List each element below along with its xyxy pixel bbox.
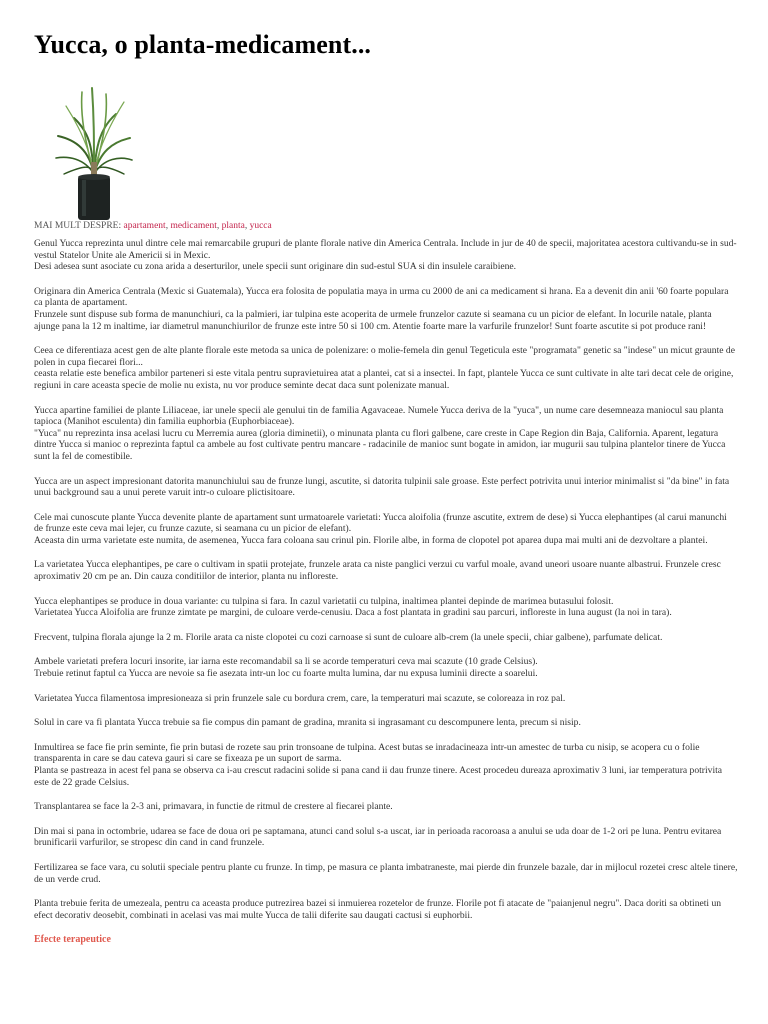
paragraph-line: Desi adesea sunt asociate cu zona arida a deserturilor, unele specii sunt originare din sud-estul SUA si din insulele caraibiene. [34, 261, 517, 273]
article-paragraph [34, 405, 738, 463]
article-paragraph [34, 596, 738, 619]
article-paragraph [34, 656, 738, 679]
article-body [34, 238, 738, 945]
paragraph-line: Varietatea Yucca filamentosa impresioneaza si prin frunzele sale cu bordura crem, care, la temperaturi mai scazute, se coloreaza in roz pal. [34, 692, 566, 704]
article-paragraph [34, 742, 738, 788]
article-paragraph [34, 512, 738, 547]
paragraph-line: Cele mai cunoscute plante Yucca devenite plante de apartament sunt urmatoarele varietati: Yucca aloifolia (frunze ascutite, extrem de dese) si Yucca elephantipes (al carui manunchi de frunze este ceva mai lejer, cu frunze cazute, si seamana cu un picior de elefant). [34, 511, 727, 535]
article-paragraph [34, 717, 738, 729]
tag-link[interactable]: apartament [123, 221, 166, 231]
tag-link[interactable]: planta [221, 221, 245, 231]
paragraph-line: "Yuca" nu reprezinta insa acelasi lucru cu Merremia aurea (gloria diminetii), o minunata planta cu flori galbene, care creste in Cape Region din Baja, California. Aparent, legatura dintre Yucca si manioc o reprezinta faptul ca ambele au fost cultivate pentru mancare - radacinile de manioc sunt bogate in amidon, iar mugurii sau tulpina plantelor tinere de Yucca sunt la fel de comestibile. [34, 427, 726, 462]
tag-list: MAI MULT DESPRE: apartament, medicament, planta, yucca [34, 221, 272, 231]
section-heading: Efecte terapeutice [34, 934, 111, 946]
paragraph-line: Genul Yucca reprezinta unul dintre cele mai remarcabile grupuri de plante florale native din America Centrala. Include in jur de 40 de specii, majoritatea acestora cultivandu-se in sud-vestul Statelor Unite ale Americii si in Mexic. [34, 238, 737, 261]
paragraph-line: Yucca apartine familiei de plante Liliaceae, iar unele specii ale genului tin de familia Agavaceae. Numele Yucca deriva de la "yuca", un nume care desemneaza maniocul sau planta tapioca (Manihot esculenta) din familia euphorbia (Euphorbiaceae). [34, 404, 724, 428]
paragraph-line: Trebuie retinut faptul ca Yucca are nevoie sa fie asezata intr-un loc cu foarte multa lumina, dar nu expusa luminii directe a soarelui. [34, 668, 538, 680]
tag-link[interactable]: yucca [249, 221, 272, 231]
paragraph-line: Aceasta din urma varietate este numita, de asemenea, Yucca fara coloana sau crinul pin. Florile albe, in forma de clopotel pot aparea dupa mai multi ani de dezvoltare a plantei. [34, 534, 708, 546]
article-paragraph [34, 693, 738, 705]
paragraph-line: La varietatea Yucca elephantipes, pe care o cultivam in spatii protejate, frunzele arata ca niste panglici verzui cu varful moale, avand uneori usoare nuante albastrui. Frunzele cresc aproximativ 20 cm pe an. Din cauza conditiilor de interior, planta nu infloreste. [34, 559, 721, 583]
paragraph-line: Ceea ce diferentiaza acest gen de alte plante florale este metoda sa unica de polenizare: o molie-femela din genul Tegeticula este "programata" genetic sa "indese" un micut graunte de polen in cupa fiecarei flori... [34, 345, 735, 368]
yucca-plant-image [54, 78, 134, 220]
paragraph-line: Originara din America Centrala (Mexic si Guatemala), Yucca era folosita de populatia maya in urma cu 2000 de ani ca medicament si hrana. Ea a devenit din anii '60 foarte populara ca planta de apartament. [34, 285, 729, 309]
article-paragraph [34, 801, 738, 813]
article-title: Yucca, o planta-medicament... [34, 30, 372, 59]
paragraph-line: Din mai si pana in octombrie, udarea se face de doua ori pe saptamana, atunci cand solul s-a uscat, iar in perioada racoroasa a anului se uda doar de 1-2 ori pe luna. Pentru evitarea brunificarii varfurilor, se stropesc din cand in cand frunzele. [34, 825, 722, 849]
paragraph-line: Yucca elephantipes se produce in doua variante: cu tulpina si fara. In cazul varietatii cu tulpina, inaltimea plantei depinde de marimea butasului folosit. [34, 595, 614, 607]
paragraph-line: Planta trebuie ferita de umezeala, pentru ca aceasta produce putrezirea bazei si inmuierea rozetelor de frunze. Florile pot fi atacate de "paianjenul negru". Daca doriti sa obtineti un efect decorativ deosebit, combinati in acelasi vas mai multe Yucca de talii diferite sau daugati cactusi si euphorbii. [34, 898, 722, 921]
tags-prefix: MAI MULT DESPRE: [34, 221, 122, 231]
article-paragraph [34, 862, 738, 885]
article-paragraph [34, 345, 738, 391]
article-paragraph [34, 559, 738, 582]
article-paragraph [34, 476, 738, 499]
article-paragraph [34, 826, 738, 849]
tag-link[interactable]: medicament [170, 221, 217, 231]
paragraph-line: Fertilizarea se face vara, cu solutii speciale pentru plante cu frunze. In timp, pe masura ce planta imbatraneste, mai pierde din frunzele bazale, dar in mijlocul rozetei cresc altele tinere, de un verde crud. [34, 861, 738, 885]
paragraph-line: Frecvent, tulpina florala ajunge la 2 m. Florile arata ca niste clopotei cu cozi carnoase si sunt de culoare alb-crem (la unele specii, chiar galbene), parfumate delicat. [34, 631, 663, 643]
paragraph-line: ceasta relatie este benefica ambilor parteneri si este vitala pentru supravietuirea atat a plantei, cat si a insectei. In fapt, plantele Yucca ce sunt cultivate in alte tari decat cele de origine, regiuni in care aceasta specie de molie nu exista, nu vor produce seminte decat daca sunt polenizate manual. [34, 368, 734, 391]
paragraph-line: Inmultirea se face fie prin seminte, fie prin butasi de rozete sau prin tronsoane de tulpina. Acest butas se inradacineaza intr-un amestec de turba cu nisip, se acopera cu o folie transparenta in care se dau cateva gauri si care se fixeaza pe un suport de sarma. [34, 741, 700, 765]
article-paragraph [34, 898, 738, 921]
article-paragraph [34, 632, 738, 644]
paragraph-line: Varietatea Yucca Aloifolia are frunze zimtate pe margini, de culoare verde-cenusiu. Daca a fost plantata in gradini sau parcuri, infloreste in luna august (la noi in tara). [34, 607, 672, 619]
paragraph-line: Ambele varietati prefera locuri insorite, iar iarna este recomandabil sa li se acorde temperaturi ceva mai scazute (10 grade Celsius). [34, 656, 538, 668]
paragraph-line: Frunzele sunt dispuse sub forma de manunchiuri, ca la palmieri, iar tulpina este acoperita de urmele frunzelor cazute si seamana cu un picior de elefant. In locurile natale, planta ajunge pana la 12 m inaltime, iar diametrul manunchiurilor de frunze este intre 50 si 100 cm. Atentie foarte mare la varfurile frunzelor! Sunt foarte ascutite si pot produce rani! [34, 308, 712, 332]
paragraph-line: Planta se pastreaza in acest fel pana se observa ca i-au crescut radacini solide si pana cand ii dau frunze tinere. Acest procedeu dureaza aproximativ 3 luni, iar temperatura potrivita este de 22 grade Celsius. [34, 765, 723, 788]
paragraph-line: Solul in care va fi plantata Yucca trebuie sa fie compus din pamant de gradina, mranita si ingrasamant cu descompunere lenta, precum si nisip. [34, 717, 581, 729]
article-paragraph [34, 286, 738, 332]
paragraph-line: Transplantarea se face la 2-3 ani, primavara, in functie de ritmul de crestere al fiecarei plante. [34, 801, 393, 813]
article-paragraph [34, 238, 738, 273]
paragraph-line: Yucca are un aspect impresionant datorita manunchiului sau de frunze lungi, ascutite, si datorita tulpinii sale groase. Este perfect potrivita unui interior minimalist si "da bine" in fata unui background sau a unui perete varuit intr-o culoare plictisitoare. [34, 475, 730, 499]
